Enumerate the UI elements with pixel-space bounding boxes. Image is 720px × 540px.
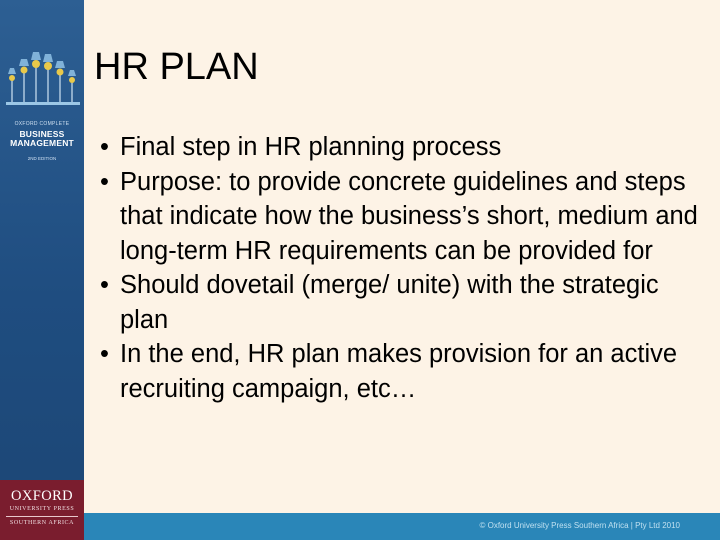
bullet-text: Final step in HR planning process (120, 133, 502, 161)
publisher-region: SOUTHERN AFRICA (9, 520, 75, 526)
bullet-marker: • (100, 133, 109, 161)
publisher-name: OXFORD (10, 488, 74, 504)
publisher-subtitle: UNIVERSITY PRESS (9, 506, 75, 512)
oxford-logo (0, 480, 84, 540)
footer-bar (84, 513, 720, 540)
publisher-divider (6, 516, 78, 517)
bullet-marker: • (100, 271, 109, 299)
slide-title: HR PLAN (94, 46, 259, 88)
bullet-marker: • (100, 167, 109, 196)
book-cover-lamps-logo (6, 10, 80, 108)
book-title-line1: BUSINESS (19, 129, 65, 139)
bullet-item (100, 165, 712, 269)
book-series-text: OXFORD COMPLETE (14, 121, 70, 127)
book-edition: 2ND EDITION (27, 156, 57, 161)
bullet-item (100, 337, 712, 406)
bullet-marker: • (100, 340, 109, 368)
bullet-text: Purpose: to provide concrete guidelines and steps that indicate how the business’s short, medium and long-term HR requirements can be provided for (120, 167, 698, 265)
copyright-notice: © Oxford University Press Southern Africa | Pty Ltd 2010 (479, 521, 680, 530)
bullet-text: In the end, HR plan makes provision for an active recruiting campaign, etc… (120, 340, 678, 403)
sidebar (0, 0, 84, 540)
bullet-item (100, 130, 712, 165)
bullet-text: Should dovetail (merge/ unite) with the strategic plan (120, 271, 659, 334)
book-title (0, 130, 84, 148)
bullet-list (100, 130, 712, 406)
bullet-item (100, 268, 712, 337)
book-title-line2: MANAGEMENT (10, 138, 74, 148)
